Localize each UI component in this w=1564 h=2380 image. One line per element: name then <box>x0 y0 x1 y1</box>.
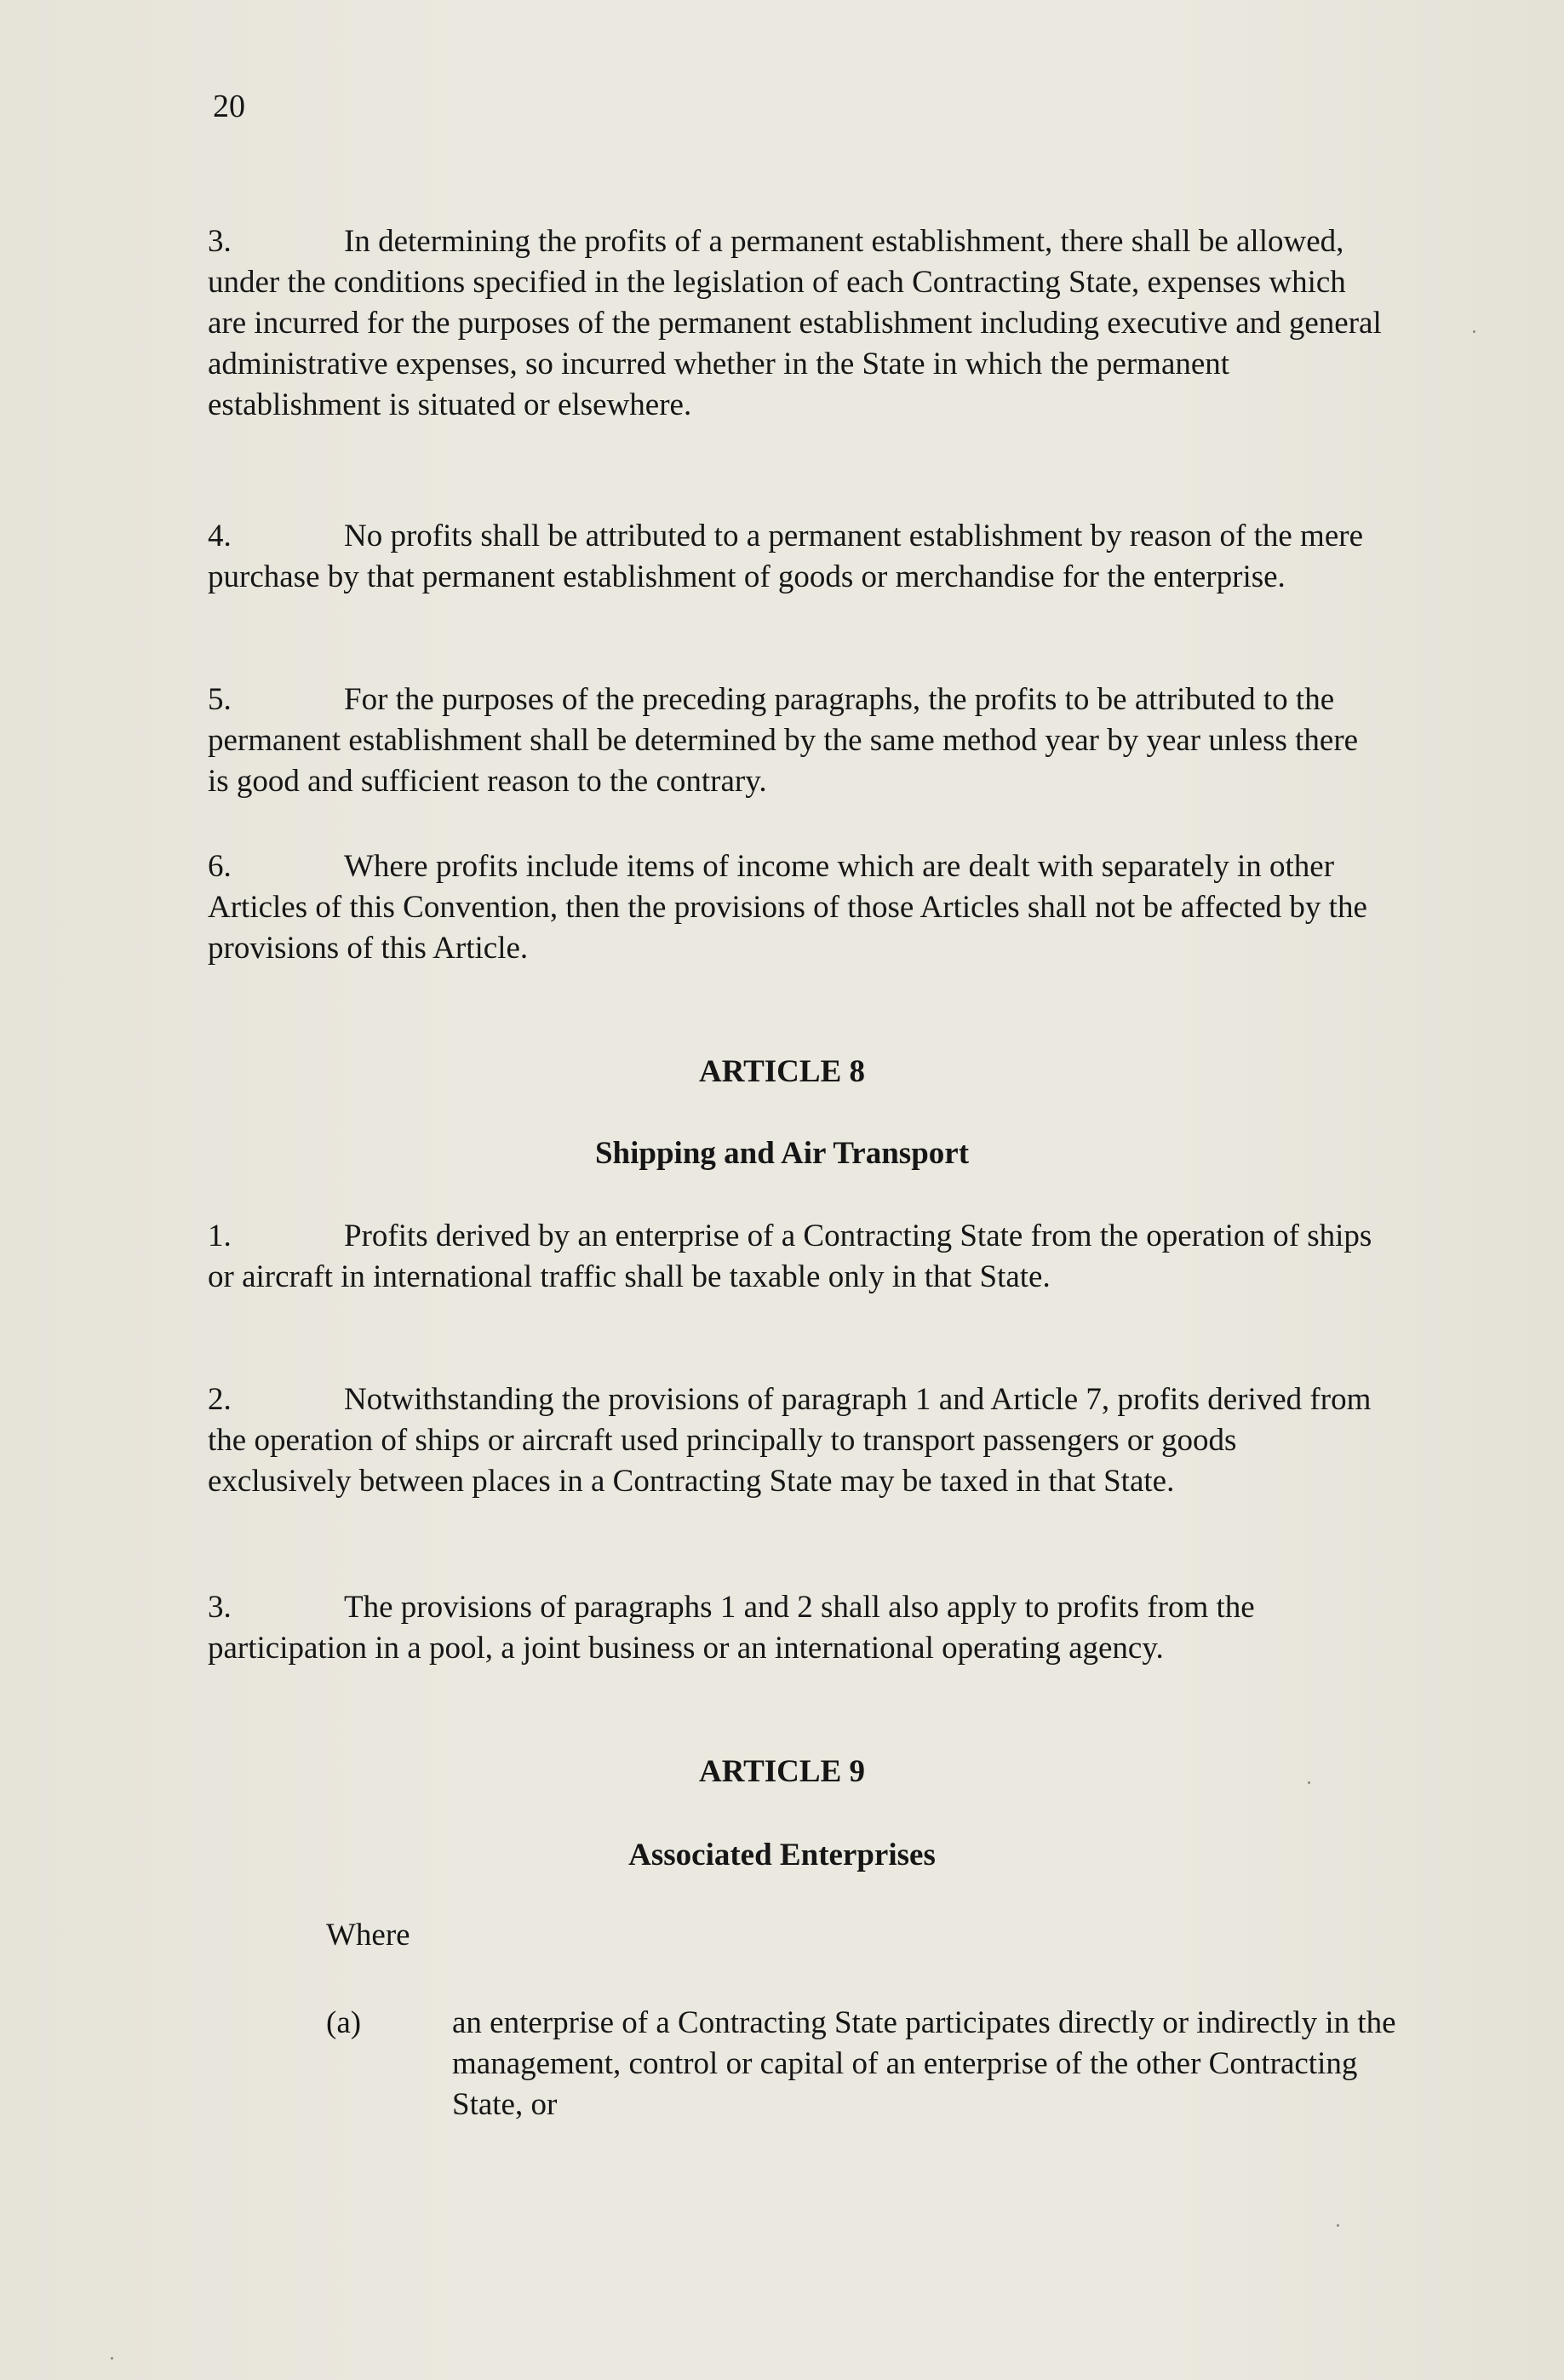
article7-paragraph-5 <box>208 680 1383 802</box>
article7-paragraph-6 <box>208 846 1383 969</box>
paragraph-text: Notwithstanding the provisions of paragraph 1 and Article 7, profits derived from the operation of ships or aircraft used principally to transport passengers or goods exclusively between places in a Contracting State may be taxed in that State. <box>208 1382 1372 1499</box>
article9-title: Associated Enterprises <box>628 1838 936 1872</box>
item-label: (a) <box>326 2005 362 2040</box>
scan-speck <box>1473 330 1475 333</box>
item-text: an enterprise of a Contracting State participates directly or indirectly in the management, control or capital of an enterprise of the other Contracting State, or <box>452 2005 1396 2122</box>
article8-title: Shipping and Air Transport <box>594 1136 970 1171</box>
paragraph-number: 3. <box>208 1590 232 1625</box>
article8-paragraph-1 <box>208 1216 1383 1298</box>
paragraph-number: 6. <box>208 849 232 884</box>
scan-speck <box>1337 2224 1339 2227</box>
page-number: 20 <box>213 89 245 124</box>
paragraph-text: For the purposes of the preceding paragraphs, the profits to be attributed to the permanent establishment shall be determined by the same method year by year unless there is good and sufficient reason to the contrary. <box>208 682 1359 799</box>
paragraph-text: The provisions of paragraphs 1 and 2 shall also apply to profits from the participation in a pool, a joint business or an international operating agency. <box>208 1590 1255 1666</box>
paragraph-text: In determining the profits of a permanent establishment, there shall be allowed, under the conditions specified in the legislation of each Contracting State, expenses which are incurred for the purposes of the permanent establishment including executive and general administrative expenses, so incurred whether in the State in which the permanent establishment is situated or elsewhere. <box>208 224 1382 422</box>
article9-intro: Where <box>326 1918 410 1953</box>
scan-speck <box>111 2357 113 2360</box>
paragraph-text: Where profits include items of income which are dealt with separately in other Articles of this Convention, then the provisions of those Articles shall not be affected by the provisions of this Article. <box>208 849 1367 966</box>
article8-heading: ARTICLE 8 <box>698 1054 866 1089</box>
article8-paragraph-3 <box>208 1587 1383 1669</box>
paragraph-number: 4. <box>208 519 232 553</box>
paragraph-number: 2. <box>208 1382 232 1417</box>
article7-paragraph-4 <box>208 516 1383 598</box>
article9-heading: ARTICLE 9 <box>698 1754 866 1789</box>
paragraph-text: Profits derived by an enterprise of a Contracting State from the operation of ships or aircraft in international traffic shall be taxable only in that State. <box>208 1219 1372 1294</box>
article8-paragraph-2 <box>208 1379 1383 1502</box>
paragraph-number: 3. <box>208 224 232 259</box>
scan-speck <box>1308 1781 1310 1784</box>
paragraph-number: 1. <box>208 1219 232 1253</box>
article9-item-a <box>326 2003 1399 2125</box>
article7-paragraph-3 <box>208 221 1383 426</box>
paragraph-text: No profits shall be attributed to a permanent establishment by reason of the mere purchase by that permanent establishment of goods or merchandise for the enterprise. <box>208 519 1364 594</box>
paragraph-number: 5. <box>208 682 232 717</box>
